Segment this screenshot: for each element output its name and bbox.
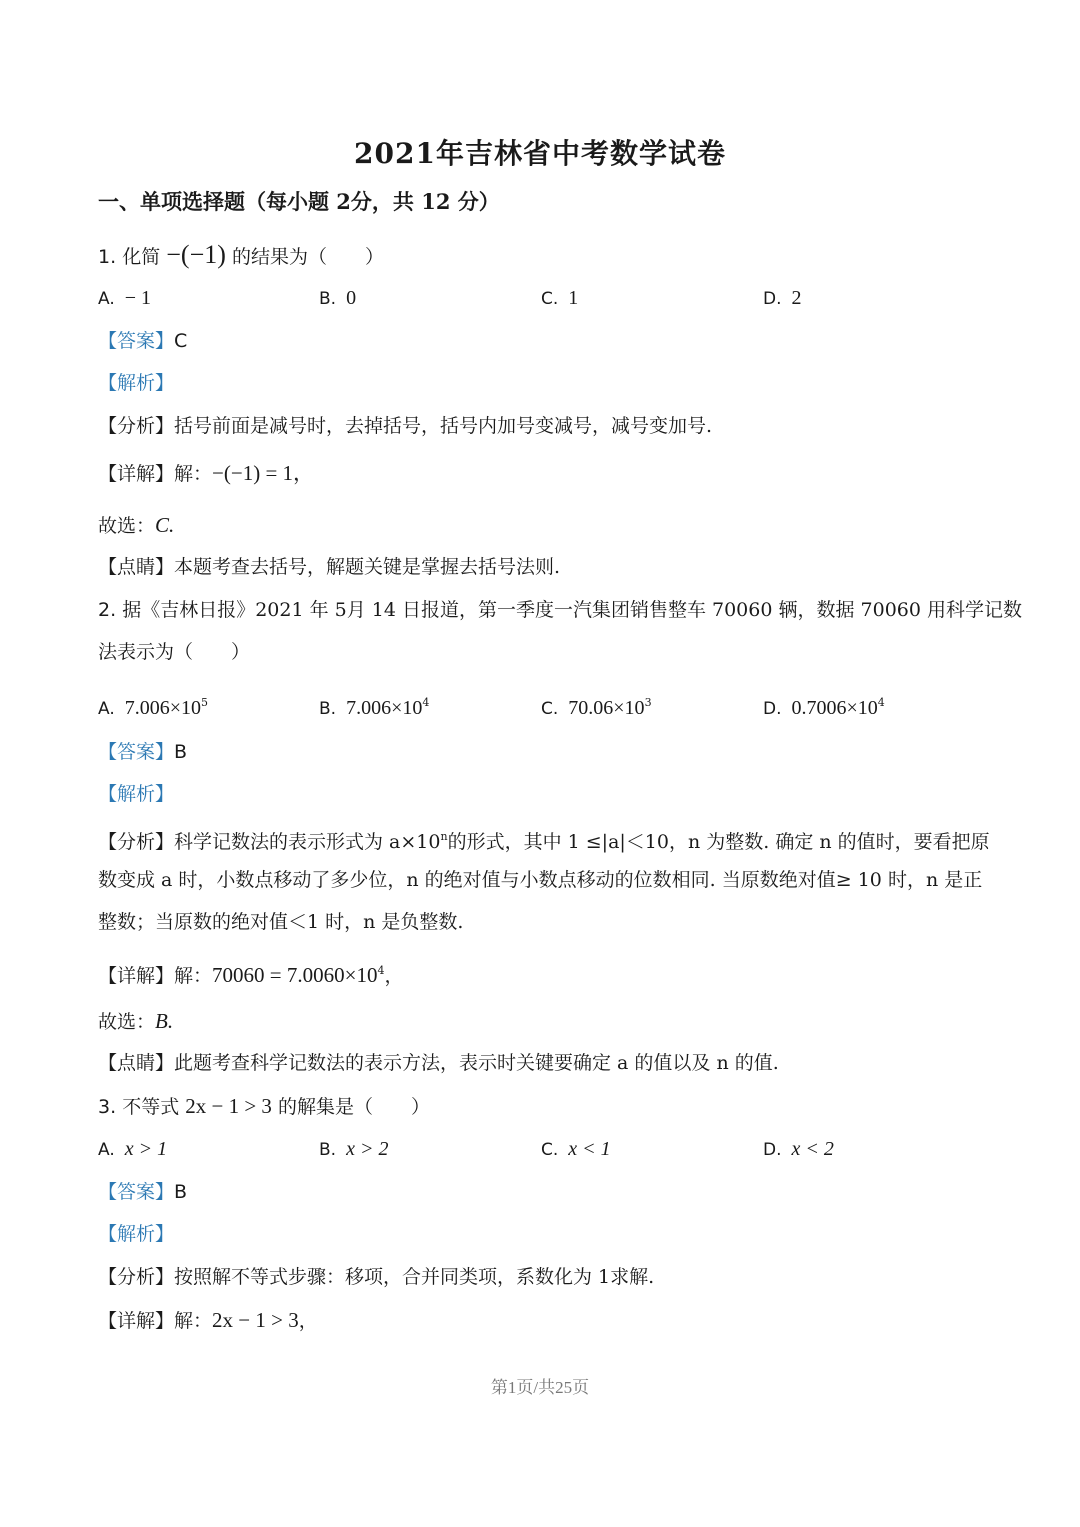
answer-line [98,328,982,354]
detail-line: 【详解】解：$70060 = 7.0060\times 10^4$， [98,963,404,987]
option-b: B. 0 [319,287,357,309]
answer-tag: 【答案】 [98,741,175,763]
question-text: 的结果为（ ） [231,246,384,268]
choice-line: 故选：B. [98,1009,174,1033]
question-text: 不等式 [122,1096,180,1118]
analysis-line: 【分析】按照解不等式步骤：移项，合并同类项，系数化为 1求解. [98,1266,655,1288]
option-a: A. $7.006\times 10^5$ [98,696,209,719]
page-title: 2021年吉林省中考数学试卷 [354,137,726,170]
question-number: 2. [98,599,117,621]
question-2-cont: 法表示为（ ） [98,641,251,663]
analysis-line: 【分析】括号前面是减号时，去掉括号，括号内加号变减号，减号变加号. [98,415,713,437]
comment-tag: 【点睛】 [98,1052,175,1074]
analysis-tag: 【分析】 [98,1266,175,1288]
answer-value: B [174,741,188,763]
comment-line: 【点睛】此题考查科学记数法的表示方法，表示时关键要确定 a 的值以及 n 的值. [98,1052,779,1074]
answer-value: C [174,330,188,352]
analysis-heading: 【解析】 [98,783,175,805]
option-d: D. $0.7006\times 10^4$ [763,696,885,719]
answer-tag: 【答案】 [98,1181,175,1203]
option-c: C. $70.06\times 10^3$ [541,696,652,719]
comment-line: 【点睛】本题考查去括号，解题关键是掌握去括号法则. [98,556,561,578]
detail-line: 【详解】解：−(−1) = 1， [98,461,315,485]
question-number: 3. [98,1096,117,1118]
analysis-heading: 【解析】 [98,1223,175,1245]
section-heading: 一、单项选择题（每小题 2分，共 12 分） [98,189,500,214]
answer-line [98,739,982,765]
answer-tag: 【答案】 [98,330,175,352]
question-1 [98,242,982,270]
question-3 [98,1093,982,1120]
analysis-heading: 【解析】 [98,372,175,394]
page-footer: 第1页/共25页 [490,1378,590,1397]
option-c: C. x < 1 [541,1138,611,1160]
math-expression: 2x − 1 > 3 [185,1094,272,1118]
answer-line [98,1179,982,1205]
analysis-line: 数变成 a 时，小数点移动了多少位，n 的绝对值与小数点移动的位数相同. 当原数绝对值≥ 10 时，n 是正 [98,869,983,891]
question-text: 化简 [122,246,161,268]
option-d: D. x < 2 [763,1138,834,1160]
question-text: 的解集是（ ） [277,1096,430,1118]
detail-line: 【详解】解：2x − 1 > 3， [98,1308,318,1332]
option-b: B. x > 2 [319,1138,389,1160]
detail-tag: 【详解】 [98,463,175,485]
question-2 [98,597,1023,623]
question-text: 据《吉林日报》2021 年 5月 14 日报道，第一季度一汽集团销售整车 70060 辆，数据 70060 用科学记数 [122,599,1023,621]
analysis-line: 整数；当原数的绝对值＜1 时，n 是负整数. [98,911,464,933]
answer-value: B [174,1181,188,1203]
option-b: B. $7.006\times 10^4$ [319,696,430,719]
options-row [98,1135,982,1165]
detail-tag: 【详解】 [98,1310,175,1332]
option-a: A. − 1 [98,287,152,309]
question-number: 1. [98,246,117,268]
comment-tag: 【点睛】 [98,556,175,578]
option-a: A. x > 1 [98,1138,168,1160]
option-d: D. 2 [763,287,802,309]
detail-tag: 【详解】 [98,965,175,987]
option-c: C. 1 [541,287,579,309]
options-row [98,689,982,719]
analysis-tag: 【分析】 [98,831,175,853]
choice-line: 故选：C. [98,513,175,537]
analysis-line: 【分析】科学记数法的表示形式为 $a\times 10^n$的形式，其中 1 ≤|a|＜10，n 为整数. 确定 n 的值时，要看把原 [98,830,990,853]
options-row [98,284,982,314]
math-expression: −(−1) [166,240,226,269]
analysis-tag: 【分析】 [98,415,175,437]
